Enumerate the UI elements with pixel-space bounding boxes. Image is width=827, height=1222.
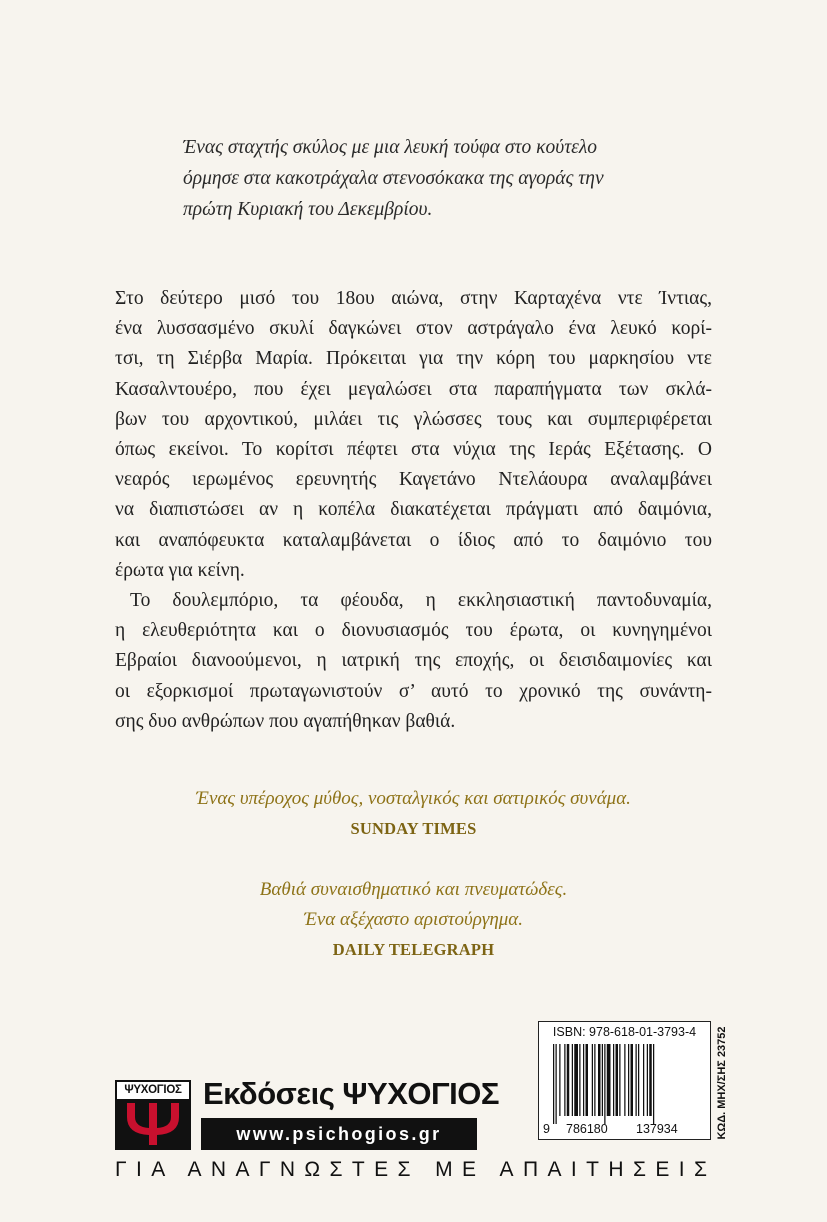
barcode-bar [628, 1044, 629, 1116]
barcode-bar [574, 1044, 578, 1116]
psi-symbol-icon [123, 1101, 183, 1147]
publisher-name: Εκδόσεις ΨΥΧΟΓΙΟΣ [203, 1076, 499, 1111]
text-line: ένα λυσσασμένο σκυλί δαγκώνει στον αστράγαλο ένα λευκό κορί- [115, 318, 712, 340]
text-line: βων του αρχοντικού, μιλάει τις γλώσσες τους και συμπεριφέρεται [115, 408, 712, 430]
publisher-logo [115, 1076, 499, 1150]
barcode-bars-icon [551, 1044, 699, 1124]
isbn-label: ISBN: 978-618-01-3793-4 [552, 1025, 697, 1039]
barcode-digit-first: 9 [543, 1122, 550, 1136]
text-line: όπως εκείνοι. Το κορίτσι πέφτει στα νύχια της Ιεράς Εξέτασης. Ο [115, 439, 712, 461]
text-line: Κασαλντουέρο, που έχει μεγαλώσει στα παραπήγματα των σκλά- [115, 378, 712, 400]
epigraph [183, 132, 743, 225]
text-line: οι εξορκισμοί πρωταγωνιστούν σ’ αυτό το χρονικό της συνάντη- [115, 680, 712, 702]
product-code [712, 1023, 732, 1143]
barcode-bar [649, 1044, 652, 1116]
text-line: και αναπόφευκτα καταλαμβάνεται ο ίδιος από το δαιμόνιο του [115, 529, 712, 551]
barcode-bar [624, 1044, 625, 1116]
barcode-bar [604, 1044, 605, 1124]
logo-mark-text: ΨΥΧΟΓΙΟΣ [117, 1082, 189, 1099]
review-source: SUNDAY TIMES [350, 819, 477, 838]
text-line: να διαπιστώσει αν η κοπέλα διακατέχεται πράγματι από δαιμόνια, [115, 499, 712, 521]
review-source: DAILY TELEGRAPH [332, 940, 495, 959]
synopsis-paragraph-2 [115, 586, 712, 737]
text-line: νεαρός ιερωμένος ερευνητής Καγετάνο Ντελάουρα αναλαμβάνει [115, 469, 712, 491]
barcode-bar [616, 1044, 619, 1116]
text-line: η ελευθεριότητα και ο διονυσιασμός του έρωτα, οι κυνηγημένοι [115, 620, 712, 642]
barcode [538, 1021, 711, 1140]
publisher-slogan: ΓΙΑ ΑΝΑΓΝΩΣΤΕΣ ΜΕ ΑΠΑΙΤΗΣΕΙΣ [115, 1158, 717, 1181]
barcode-bar [583, 1044, 584, 1116]
review-sunday-times [0, 784, 827, 844]
synopsis-paragraph-1 [115, 284, 712, 586]
barcode-bar [607, 1044, 611, 1116]
barcode-bar [556, 1044, 557, 1124]
text-line: Στο δεύτερο μισό του 18ου αιώνα, στην Καρταχένα ντε Ίντιας, [115, 288, 712, 309]
product-code-text: ΚΩΔ. ΜΗΧ/ΣΗΣ 23752 [716, 1026, 728, 1140]
barcode-bar [564, 1044, 565, 1116]
barcode-digits-right: 137934 [636, 1122, 678, 1136]
text-line: Το δουλεμπόριο, τα φέουδα, η εκκλησιαστική παντοδυναμία, [130, 590, 712, 612]
publisher-url: www.psichogios.gr [201, 1118, 477, 1150]
barcode-bar [602, 1044, 603, 1116]
text-line: έρωτα για κείνη. [115, 559, 245, 581]
barcode-bar [613, 1044, 614, 1116]
epigraph-line: Ένας σταχτής σκύλος με μια λευκή τούφα στο κούτελο [183, 137, 598, 158]
barcode-bar [592, 1044, 593, 1116]
barcode-digits-left: 786180 [566, 1122, 608, 1136]
barcode-bar [638, 1044, 639, 1116]
barcode-bar [586, 1044, 589, 1116]
psi-logo-icon [115, 1080, 191, 1150]
synopsis [115, 284, 712, 737]
barcode-bar [653, 1044, 654, 1124]
barcode-bar [553, 1044, 554, 1124]
text-line: τσι, τη Σιέρβα Μαρία. Πρόκειται για την κόρη του μαρκησίου ντε [115, 348, 712, 370]
barcode-bar [643, 1044, 644, 1116]
barcode-bar [594, 1044, 595, 1116]
barcode-bar [572, 1044, 573, 1116]
review-quote: Ένα αξέχαστο αριστούργημα. [303, 909, 524, 930]
review-daily-telegraph [0, 875, 827, 965]
review-quote: Βαθιά συναισθηματικό και πνευματώδες. [259, 879, 568, 900]
review-quote: Ένας υπέροχος μύθος, νοσταλγικός και σατιρικός συνάμα. [196, 788, 631, 809]
barcode-bar [619, 1044, 620, 1116]
epigraph-line: όρμησε στα κακοτράχαλα στενοσόκακα της αγοράς την [183, 168, 604, 189]
epigraph-line: πρώτη Κυριακή του Δεκεμβρίου. [183, 199, 433, 220]
barcode-bar [598, 1044, 601, 1116]
barcode-bar [631, 1044, 634, 1116]
barcode-bar [559, 1044, 560, 1116]
text-line: σης δυο ανθρώπων που αγαπήθηκαν βαθιά. [115, 710, 456, 732]
barcode-bar [636, 1044, 637, 1116]
text-line: Εβραίοι διανοούμενοι, η ιατρική της εποχής, οι δεισιδαιμονίες και [115, 650, 712, 672]
barcode-bar [579, 1044, 580, 1116]
barcode-bar [647, 1044, 648, 1116]
barcode-bar [567, 1044, 570, 1116]
